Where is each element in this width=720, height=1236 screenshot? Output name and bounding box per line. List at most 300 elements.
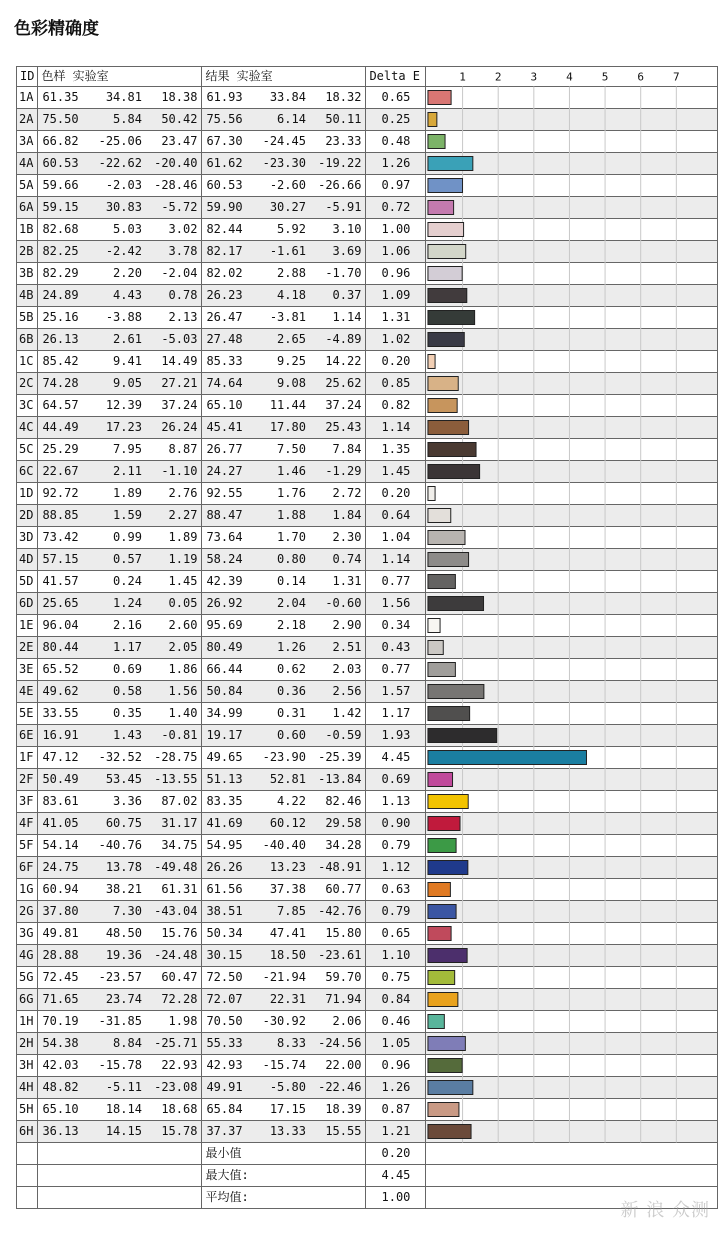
ref-value: -0.81	[161, 728, 198, 742]
header-sample: 色样 实验室	[38, 67, 202, 87]
bar-4C	[428, 421, 469, 435]
row-id: 6C	[17, 461, 38, 483]
bar-1C	[428, 355, 435, 369]
res-value: 50.34	[206, 926, 243, 940]
ref-value: 34.81	[105, 90, 142, 104]
delta-e-value: 0.20	[366, 351, 426, 373]
bar-5G	[428, 971, 455, 985]
res-value: 65.10	[206, 398, 243, 412]
bar-4H	[428, 1081, 473, 1095]
bar-6B	[428, 333, 464, 347]
ref-value: -25.06	[98, 134, 142, 148]
ref-value: 1.40	[168, 706, 198, 720]
res-value: 34.28	[325, 838, 362, 852]
bar-5A	[428, 179, 463, 193]
bar-4E	[428, 685, 484, 699]
res-value: 92.55	[206, 486, 243, 500]
ref-value: 13.78	[105, 860, 142, 874]
ref-value: 3.02	[168, 222, 198, 236]
ref-value: 2.61	[113, 332, 142, 346]
row-id: 5G	[17, 967, 38, 989]
row-id: 3F	[17, 791, 38, 813]
row-id: 6A	[17, 197, 38, 219]
ref-value: -5.72	[161, 200, 198, 214]
row-id: 3C	[17, 395, 38, 417]
delta-e-value: 0.82	[366, 395, 426, 417]
bar-1H	[428, 1015, 444, 1029]
res-value: 13.23	[269, 860, 306, 874]
delta-e-value: 1.00	[366, 219, 426, 241]
res-value: 45.41	[206, 420, 243, 434]
row-id: 4B	[17, 285, 38, 307]
ref-value: 37.24	[161, 398, 198, 412]
res-value: 8.33	[277, 1036, 306, 1050]
ref-value: 16.91	[42, 728, 79, 742]
delta-e-value: 1.17	[366, 703, 426, 725]
ref-value: 70.19	[42, 1014, 79, 1028]
x-tick-label: 6	[637, 70, 645, 84]
res-value: 25.43	[325, 420, 362, 434]
ref-value: 1.56	[168, 684, 198, 698]
row-id: 5A	[17, 175, 38, 197]
ref-value: 28.88	[42, 948, 79, 962]
res-value: 54.95	[206, 838, 243, 852]
res-value: 7.50	[277, 442, 306, 456]
ref-value: 17.23	[105, 420, 142, 434]
res-value: 22.31	[269, 992, 306, 1006]
res-value: 67.30	[206, 134, 243, 148]
ref-value: 18.68	[161, 1102, 198, 1116]
ref-value: 2.60	[168, 618, 198, 632]
bar-3H	[428, 1059, 462, 1073]
res-value: 59.90	[206, 200, 243, 214]
res-value: 1.46	[277, 464, 306, 478]
delta-e-value: 1.93	[366, 725, 426, 747]
delta-e-value: 0.79	[366, 835, 426, 857]
res-value: 65.84	[206, 1102, 243, 1116]
ref-value: 14.15	[105, 1124, 142, 1138]
ref-value: 7.30	[113, 904, 142, 918]
row-id: 3A	[17, 131, 38, 153]
ref-value: 27.21	[161, 376, 198, 390]
bar-2H	[428, 1037, 465, 1051]
ref-value: -22.62	[98, 156, 142, 170]
res-value: 80.49	[206, 640, 243, 654]
ref-value: 36.13	[42, 1124, 79, 1138]
header-delta: Delta E	[366, 67, 426, 87]
ref-value: 92.72	[42, 486, 79, 500]
row-id: 3G	[17, 923, 38, 945]
bar-3B	[428, 267, 462, 281]
res-value: 18.50	[269, 948, 306, 962]
res-value: 72.50	[206, 970, 243, 984]
ref-value: 4.43	[113, 288, 142, 302]
ref-value: 53.45	[105, 772, 142, 786]
res-value: 4.22	[277, 794, 306, 808]
delta-e-value: 1.13	[366, 791, 426, 813]
res-value: 1.31	[332, 574, 362, 588]
delta-e-value: 1.56	[366, 593, 426, 615]
delta-e-value: 1.14	[366, 417, 426, 439]
ref-value: 8.87	[168, 442, 198, 456]
delta-e-value: 0.77	[366, 571, 426, 593]
res-value: -1.29	[325, 464, 362, 478]
ref-value: 1.98	[168, 1014, 198, 1028]
res-value: -23.30	[262, 156, 306, 170]
res-value: 14.22	[325, 354, 362, 368]
bar-3F	[428, 795, 468, 809]
page-title: 色彩精确度	[14, 19, 99, 39]
res-value: -19.22	[318, 156, 362, 170]
bar-2D	[428, 509, 451, 523]
res-value: 26.47	[206, 310, 243, 324]
res-value: -0.60	[325, 596, 362, 610]
res-value: 42.93	[206, 1058, 243, 1072]
row-id: 5C	[17, 439, 38, 461]
ref-value: 87.02	[161, 794, 198, 808]
row-id: 6D	[17, 593, 38, 615]
ref-value: 0.99	[113, 530, 142, 544]
ref-value: 22.93	[161, 1058, 198, 1072]
ref-value: 49.62	[42, 684, 79, 698]
bar-6G	[428, 993, 458, 1007]
res-value: 2.51	[332, 640, 362, 654]
row-id: 2E	[17, 637, 38, 659]
res-value: 2.72	[332, 486, 362, 500]
bar-3A	[428, 135, 445, 149]
row-id: 5H	[17, 1099, 38, 1121]
delta-e-value: 1.57	[366, 681, 426, 703]
res-value: 3.10	[332, 222, 362, 236]
res-value: 13.33	[269, 1124, 306, 1138]
res-value: 1.42	[332, 706, 362, 720]
bar-6C	[428, 465, 480, 479]
ref-value: -43.04	[154, 904, 198, 918]
row-id: 5F	[17, 835, 38, 857]
delta-e-value: 1.21	[366, 1121, 426, 1143]
delta-e-value: 0.65	[366, 923, 426, 945]
row-id: 1A	[17, 87, 38, 109]
ref-value: 14.49	[161, 354, 198, 368]
delta-e-value: 0.75	[366, 967, 426, 989]
row-id: 4E	[17, 681, 38, 703]
bar-4A	[428, 157, 473, 171]
row-id: 6H	[17, 1121, 38, 1143]
ref-value: 1.24	[113, 596, 142, 610]
ref-value: 60.53	[42, 156, 79, 170]
delta-e-value: 1.14	[366, 549, 426, 571]
row-id: 2D	[17, 505, 38, 527]
ref-value: 2.16	[113, 618, 142, 632]
ref-value: -23.57	[98, 970, 142, 984]
res-value: 27.48	[206, 332, 243, 346]
res-value: -1.70	[325, 266, 362, 280]
row-id: 2C	[17, 373, 38, 395]
ref-value: 41.57	[42, 574, 79, 588]
ref-value: 0.57	[113, 552, 142, 566]
res-value: 15.55	[325, 1124, 362, 1138]
res-value: -24.45	[262, 134, 306, 148]
ref-value: 26.24	[161, 420, 198, 434]
res-value: 38.51	[206, 904, 243, 918]
bar-1G	[428, 883, 450, 897]
row-id: 6F	[17, 857, 38, 879]
res-value: 82.46	[325, 794, 362, 808]
ref-value: 80.44	[42, 640, 79, 654]
res-value: -25.39	[318, 750, 362, 764]
ref-value: 57.15	[42, 552, 79, 566]
bar-4D	[428, 553, 469, 567]
bar-6H	[428, 1125, 471, 1139]
ref-value: 42.03	[42, 1058, 79, 1072]
res-value: 9.25	[277, 354, 306, 368]
ref-value: -15.78	[98, 1058, 142, 1072]
res-value: -5.80	[269, 1080, 306, 1094]
row-id: 6G	[17, 989, 38, 1011]
ref-value: 7.95	[113, 442, 142, 456]
ref-value: 96.04	[42, 618, 79, 632]
res-value: 61.56	[206, 882, 243, 896]
ref-value: -2.42	[105, 244, 142, 258]
res-value: 29.58	[325, 816, 362, 830]
ref-value: 83.61	[42, 794, 79, 808]
row-id: 4A	[17, 153, 38, 175]
ref-value: 2.20	[113, 266, 142, 280]
ref-value: 41.05	[42, 816, 79, 830]
res-value: -24.56	[318, 1036, 362, 1050]
bar-1A	[428, 91, 451, 105]
res-value: -40.40	[262, 838, 306, 852]
bar-5F	[428, 839, 456, 853]
ref-value: 1.89	[113, 486, 142, 500]
delta-e-value: 1.26	[366, 153, 426, 175]
delta-e-value: 0.87	[366, 1099, 426, 1121]
ref-value: 5.03	[113, 222, 142, 236]
ref-value: 15.76	[161, 926, 198, 940]
ref-value: 65.10	[42, 1102, 79, 1116]
res-value: 26.26	[206, 860, 243, 874]
bar-1F	[428, 751, 587, 765]
delta-e-value: 0.25	[366, 109, 426, 131]
ref-value: 25.16	[42, 310, 79, 324]
bar-5B	[428, 311, 475, 325]
ref-value: 3.36	[113, 794, 142, 808]
ref-value: 61.35	[42, 90, 79, 104]
res-value: 2.56	[332, 684, 362, 698]
delta-e-value: 0.48	[366, 131, 426, 153]
res-value: 2.88	[277, 266, 306, 280]
res-value: -26.66	[318, 178, 362, 192]
bar-1E	[428, 619, 440, 633]
res-value: -5.91	[325, 200, 362, 214]
ref-value: 22.67	[42, 464, 79, 478]
delta-e-value: 0.84	[366, 989, 426, 1011]
res-value: 26.23	[206, 288, 243, 302]
res-value: 1.26	[277, 640, 306, 654]
row-id: 3D	[17, 527, 38, 549]
res-value: 2.90	[332, 618, 362, 632]
res-value: 50.11	[325, 112, 362, 126]
res-value: 1.14	[332, 310, 362, 324]
res-value: 7.85	[277, 904, 306, 918]
res-value: -3.81	[269, 310, 306, 324]
res-value: 15.80	[325, 926, 362, 940]
res-value: 70.50	[206, 1014, 243, 1028]
ref-value: 47.12	[42, 750, 79, 764]
row-id: 5E	[17, 703, 38, 725]
bar-5E	[428, 707, 470, 721]
ref-value: 0.35	[113, 706, 142, 720]
res-value: 85.33	[206, 354, 243, 368]
bar-3G	[428, 927, 451, 941]
ref-value: -20.40	[154, 156, 198, 170]
res-value: 34.99	[206, 706, 243, 720]
res-value: 9.08	[277, 376, 306, 390]
ref-value: 1.89	[168, 530, 198, 544]
res-value: 37.37	[206, 1124, 243, 1138]
delta-e-value: 1.06	[366, 241, 426, 263]
ref-value: 50.42	[161, 112, 198, 126]
ref-value: 60.47	[161, 970, 198, 984]
ref-value: -23.08	[154, 1080, 198, 1094]
res-value: 17.15	[269, 1102, 306, 1116]
res-value: 17.80	[269, 420, 306, 434]
row-id: 1D	[17, 483, 38, 505]
ref-value: 60.75	[105, 816, 142, 830]
delta-e-value: 0.20	[366, 483, 426, 505]
bar-6F	[428, 861, 468, 875]
bar-3D	[428, 531, 465, 545]
res-value: 82.02	[206, 266, 243, 280]
ref-value: 66.82	[42, 134, 79, 148]
res-value: 60.53	[206, 178, 243, 192]
res-value: 59.70	[325, 970, 362, 984]
ref-value: -5.11	[105, 1080, 142, 1094]
res-value: 1.70	[277, 530, 306, 544]
ref-value: -2.03	[105, 178, 142, 192]
bar-6D	[428, 597, 484, 611]
delta-e-value: 0.72	[366, 197, 426, 219]
delta-e-value: 0.63	[366, 879, 426, 901]
res-value: -30.92	[262, 1014, 306, 1028]
row-id: 1E	[17, 615, 38, 637]
ref-value: 26.13	[42, 332, 79, 346]
ref-value: 2.27	[168, 508, 198, 522]
res-value: 2.65	[277, 332, 306, 346]
ref-value: 37.80	[42, 904, 79, 918]
row-id: 4F	[17, 813, 38, 835]
ref-value: 31.17	[161, 816, 198, 830]
delta-e-value: 0.96	[366, 1055, 426, 1077]
row-id: 4D	[17, 549, 38, 571]
summary-label: 最大值:	[202, 1165, 366, 1187]
ref-value: 82.25	[42, 244, 79, 258]
ref-value: -31.85	[98, 1014, 142, 1028]
res-value: 3.69	[332, 244, 362, 258]
res-value: -21.94	[262, 970, 306, 984]
summary-value: 0.20	[366, 1143, 426, 1165]
x-tick-label: 5	[601, 70, 609, 84]
ref-value: 65.52	[42, 662, 79, 676]
ref-value: 0.69	[113, 662, 142, 676]
bar-2A	[428, 113, 437, 127]
row-id: 1B	[17, 219, 38, 241]
delta-e-value: 1.04	[366, 527, 426, 549]
ref-value: -40.76	[98, 838, 142, 852]
res-value: -23.61	[318, 948, 362, 962]
bar-6A	[428, 201, 454, 215]
res-value: 74.64	[206, 376, 243, 390]
ref-value: 18.14	[105, 1102, 142, 1116]
ref-value: 9.41	[113, 354, 142, 368]
res-value: -23.90	[262, 750, 306, 764]
ref-value: -25.71	[154, 1036, 198, 1050]
res-value: 58.24	[206, 552, 243, 566]
res-value: 71.94	[325, 992, 362, 1006]
res-value: 4.18	[277, 288, 306, 302]
delta-e-value: 1.10	[366, 945, 426, 967]
res-value: 66.44	[206, 662, 243, 676]
res-value: 0.80	[277, 552, 306, 566]
ref-value: 88.85	[42, 508, 79, 522]
res-value: 19.17	[206, 728, 243, 742]
ref-value: 23.47	[161, 134, 198, 148]
ref-value: -28.75	[154, 750, 198, 764]
ref-value: 18.38	[161, 90, 198, 104]
x-tick-label: 1	[459, 70, 466, 84]
res-value: 6.14	[277, 112, 306, 126]
row-id: 4C	[17, 417, 38, 439]
delta-e-value: 0.64	[366, 505, 426, 527]
row-id: 5B	[17, 307, 38, 329]
delta-e-value: 1.09	[366, 285, 426, 307]
res-value: 23.33	[325, 134, 362, 148]
res-value: 0.31	[277, 706, 306, 720]
res-value: 24.27	[206, 464, 243, 478]
bar-5H	[428, 1103, 459, 1117]
ref-value: 72.28	[161, 992, 198, 1006]
res-value: 51.13	[206, 772, 243, 786]
row-id: 4H	[17, 1077, 38, 1099]
ref-value: -49.48	[154, 860, 198, 874]
bar-2G	[428, 905, 456, 919]
ref-value: 50.49	[42, 772, 79, 786]
bar-5D	[428, 575, 455, 589]
ref-value: 2.11	[113, 464, 142, 478]
row-id: 6E	[17, 725, 38, 747]
ref-value: 25.65	[42, 596, 79, 610]
delta-e-value: 0.85	[366, 373, 426, 395]
bar-6E	[428, 729, 497, 743]
ref-value: 1.45	[168, 574, 198, 588]
ref-value: 5.84	[113, 112, 142, 126]
ref-value: -1.10	[161, 464, 198, 478]
res-value: -13.84	[318, 772, 362, 786]
delta-e-value: 1.05	[366, 1033, 426, 1055]
res-value: 49.65	[206, 750, 243, 764]
ref-value: 44.49	[42, 420, 79, 434]
ref-value: 74.28	[42, 376, 79, 390]
ref-value: 54.38	[42, 1036, 79, 1050]
res-value: 30.27	[269, 200, 306, 214]
row-id: 2B	[17, 241, 38, 263]
ref-value: 1.86	[168, 662, 198, 676]
res-value: -22.46	[318, 1080, 362, 1094]
res-value: 26.77	[206, 442, 243, 456]
bar-5C	[428, 443, 476, 457]
bar-4F	[428, 817, 460, 831]
delta-e-value: 1.35	[366, 439, 426, 461]
